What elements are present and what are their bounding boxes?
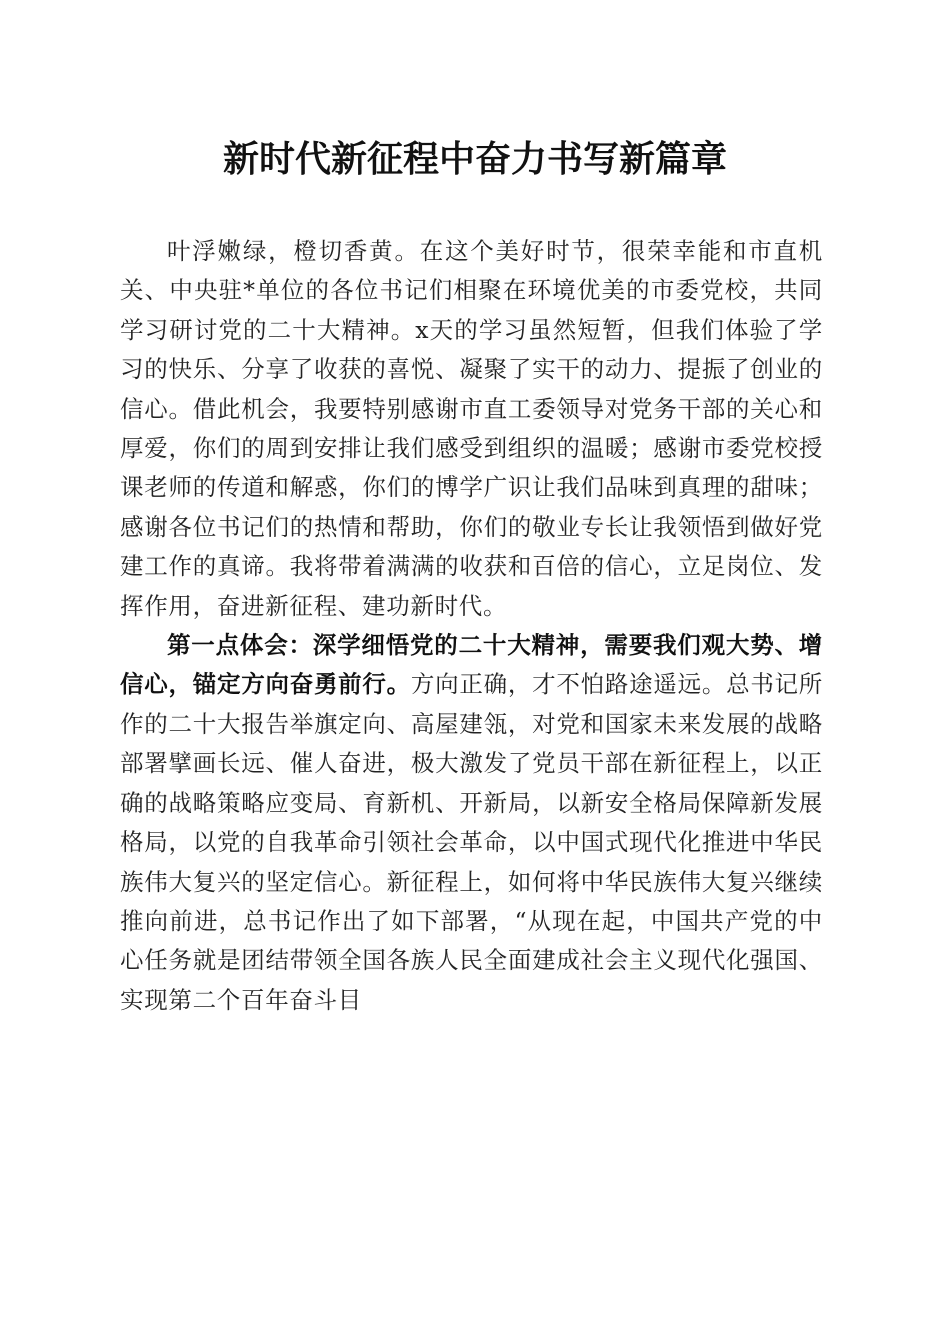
document-body (120, 232, 823, 1020)
paragraph-text: 叶浮嫩绿，橙切香黄。在这个美好时节，很荣幸能和市直机关、中央驻*单位的各位书记们相聚在环境优美的市委党校，共同学习研讨党的二十大精神。x天的学习虽然短暂，但我们体验了学习的快乐、分享了收获的喜悦、凝聚了实干的动力、提振了创业的信心。借此机会，我要特别感谢市直工委领导对党务干部的关心和厚爱，你们的周到安排让我们感受到组织的温暖；感谢市委党校授课老师的传道和解惑，你们的博学广识让我们品味到真理的甜味；感谢各位书记们的热情和帮助，你们的敬业专长让我领悟到做好党建工作的真谛。我将带着满满的收获和百倍的信心，立足岗位、发挥作用，奋进新征程、建功新时代。 (120, 237, 823, 620)
paragraph-lead: 第一点体会：深学细悟党的二十大精神，需要我们观大势、增信心，锚定方向奋勇前行。 (120, 631, 823, 699)
paragraph-intro (120, 232, 823, 626)
paragraph-text: 方向正确，才不怕路途遥远。总书记所作的二十大报告举旗定向、高屋建瓴，对党和国家未来发展的战略部署擘画长远、催人奋进，极大激发了党员干部在新征程上，以正确的战略策略应变局、育新机、开新局，以新安全格局保障新发展格局，以党的自我革命引领社会革命，以中国式现代化推进中华民族伟大复兴的坚定信心。新征程上，如何将中华民族伟大复兴继续推向前进，总书记作出了如下部署，“从现在起，中国共产党的中心任务就是团结带领全国各族人民全面建成社会主义现代化强国、实现第二个百年奋斗目 (120, 670, 823, 1014)
paragraph-point-one (120, 626, 823, 1020)
document-title: 新时代新征程中奋力书写新篇章 (222, 138, 727, 180)
